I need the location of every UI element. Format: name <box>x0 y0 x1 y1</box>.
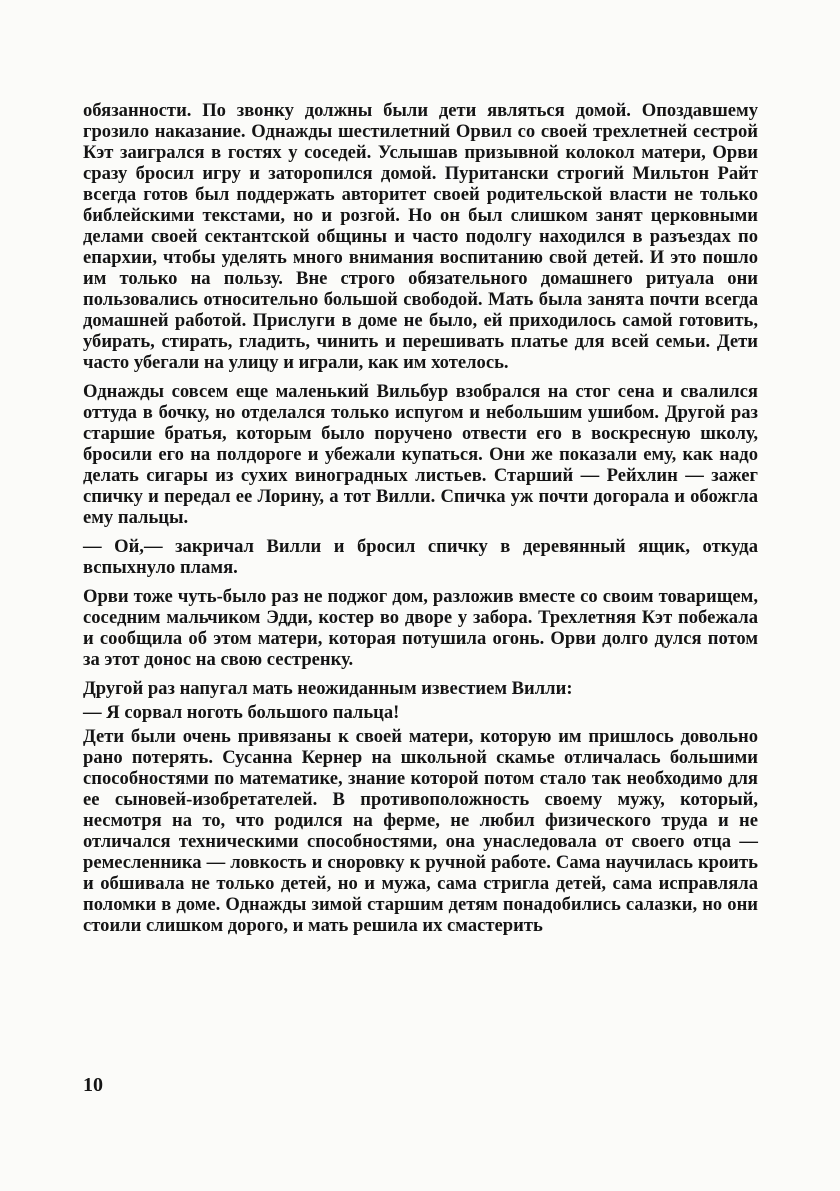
paragraph-4: Орви тоже чуть-было раз не поджог дом, разложив вместе со своим товарищем, соседним мальчиком Эдди, костер во дворе у забора. Трехлетняя Кэт побежала и сообщила об этом матери, которая потушила огонь. Орви долго дулся потом за этот донос на свою сестренку. <box>83 586 758 670</box>
paragraph-3: — Ой,— закричал Вилли и бросил спичку в деревянный ящик, откуда вспыхнуло пламя. <box>83 536 758 578</box>
paragraph-6: — Я сорвал ноготь большого пальца! <box>83 702 400 723</box>
paragraph-7: Дети были очень привязаны к своей матери, которую им пришлось довольно рано потерять. Сусанна Кернер на школьной скамье отличалась большими способностями по математике, знание которой потом стало так необходимо для ее сыновей-изобретателей. В противоположность своему мужу, который, несмотря на то, что родился на ферме, не любил физического труда и не отличался техническими способностями, она унаследовала от своего отца — ремесленника — ловкость и сноровку к ручной работе. Сама научилась кроить и обшивала не только детей, но и мужа, сама стригла детей, сама исправляла поломки в доме. Однажды зимой старшим детям понадобились салазки, но они стоили слишком дорого, и мать решила их смастерить <box>83 726 758 936</box>
page-number: 10 <box>83 1074 103 1096</box>
paragraph-2: Однажды совсем еще маленький Вильбур взобрался на стог сена и свалился оттуда в бочку, но отделался только испугом и небольшим ушибом. Другой раз старшие братья, которым было поручено отвести его в воскресную школу, бросили его на полдороге и убежали купаться. Они же показали ему, как надо делать сигары из сухих виноградных листьев. Старший — Рейхлин — зажег спичку и передал ее Лорину, а тот Вилли. Спичка уж почти догорала и обожгла ему пальцы. <box>83 381 758 528</box>
paragraph-5: Другой раз напугал мать неожиданным известием Вилли: <box>83 678 573 699</box>
body-text <box>83 100 758 939</box>
paragraph-1: обязанности. По звонку должны были дети являться домой. Опоздавшему грозило наказание. Однажды шестилетний Орвил со своей трехлетней сестрой Кэт заигрался в гостях у соседей. Услышав призывной колокол матери, Орви сразу бросил игру и заторопился домой. Пуритански строгий Мильтон Райт всегда готов был поддержать авторитет своей родительской власти не только библейскими текстами, но и розгой. Но он был слишком занят церковными делами своей сектантской общины и часто подолгу находился в разъездах по епархии, чтобы уделять много внимания воспитанию свой детей. И это пошло им только на пользу. Вне строго обязательного домашнего ритуала они пользовались относительно большой свободой. Мать была занята почти всегда домашней работой. Прислуги в доме не было, ей приходилось самой готовить, убирать, стирать, гладить, чинить и перешивать платье для всей семьи. Дети часто убегали на улицу и играли, как им хотелось. <box>83 100 758 373</box>
